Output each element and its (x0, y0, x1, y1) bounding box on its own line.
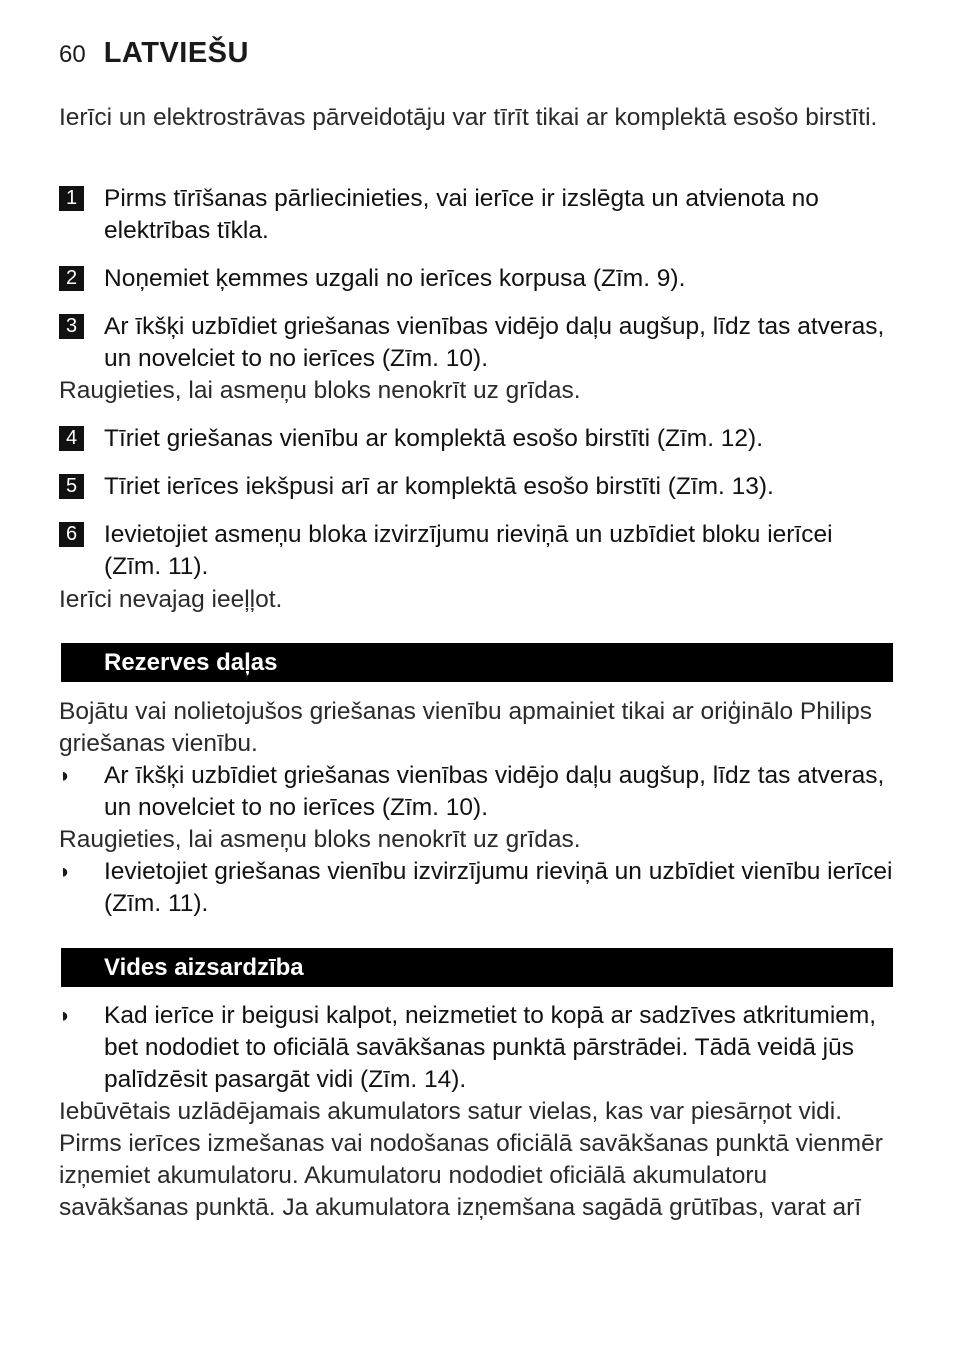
bullet-icon: ◗ (59, 861, 72, 883)
step-number: 4 (59, 426, 84, 451)
bullet-icon: ◗ (59, 1005, 72, 1027)
step-number: 3 (59, 314, 84, 339)
note-step3: Raugieties, lai asmeņu bloks nenokrīt uz grīdas. (59, 377, 581, 404)
section-heading-spare-parts (61, 643, 893, 682)
env-paragraph: Iebūvētais uzlādējamais akumulators satur vielas, kas var piesārņot vidi. Pirms ierīces izmešanas vai nodošanas oficiālā savākšanas punktā vienmēr izņemiet akumulatoru. Akumulatoru nododiet oficiālā akumulatoru savākšanas punktā. Ja akumulatora izņemšana sagādā grūtības, varat arī (59, 1098, 883, 1221)
step-number: 2 (59, 266, 84, 291)
page-number: 60 (59, 41, 86, 68)
spare-note: Raugieties, lai asmeņu bloks nenokrīt uz grīdas. (59, 826, 581, 853)
note-step6: Ierīci nevajag ieeļļot. (59, 586, 283, 613)
spare-bullet-2 (59, 856, 894, 920)
step-text: Ar īkšķi uzbīdiet griešanas vienības vidējo daļu augšup, līdz tas atveras, un novelciet to no ierīces (Zīm. 10). (104, 313, 885, 372)
bullet-text: Ar īkšķi uzbīdiet griešanas vienības vidējo daļu augšup, līdz tas atveras, un novelciet to no ierīces (Zīm. 10). (104, 762, 885, 821)
bullet-text: Ievietojiet griešanas vienību izvirzījumu rieviņā un uzbīdiet vienību ierīcei (Zīm. 11). (104, 858, 893, 917)
bullet-text: Kad ierīce ir beigusi kalpot, neizmetiet to kopā ar sadzīves atkritumiem, bet nododiet to oficiālā savākšanas punktā pārstrādei. Tādā veidā jūs palīdzēsit pasargāt vidi (Zīm. 14). (104, 1002, 877, 1093)
bullet-icon: ◗ (59, 765, 72, 787)
spare-bullet-1 (59, 760, 894, 824)
step-number: 5 (59, 474, 84, 499)
step-3 (59, 311, 894, 375)
step-text: Pirms tīrīšanas pārliecinieties, vai ierīce ir izslēgta un atvienota no elektrības tīkla. (104, 185, 819, 244)
step-text: Ievietojiet asmeņu bloka izvirzījumu rieviņā un uzbīdiet bloku ierīcei (Zīm. 11). (104, 521, 833, 580)
step-text: Tīriet ierīces iekšpusi arī ar komplektā esošo birstīti (Zīm. 13). (104, 473, 774, 500)
intro-paragraph: Ierīci un elektrostrāvas pārveidotāju var tīrīt tikai ar komplektā esošo birstīti. (59, 104, 878, 131)
language-heading: LATVIEŠU (103, 37, 249, 69)
spare-parts-intro: Bojātu vai nolietojušos griešanas vienību apmainiet tikai ar oriģinālo Philips griešanas vienību. (59, 698, 873, 757)
section-title: Rezerves daļas (104, 649, 278, 676)
step-text: Tīriet griešanas vienību ar komplektā esošo birstīti (Zīm. 12). (104, 425, 764, 452)
step-text: Noņemiet ķemmes uzgali no ierīces korpusa (Zīm. 9). (104, 265, 686, 292)
step-6 (59, 519, 894, 583)
section-title: Vides aizsardzība (104, 954, 304, 981)
section-heading-environment (61, 948, 893, 987)
step-4 (59, 423, 894, 455)
env-bullet-1 (59, 1000, 894, 1096)
step-2 (59, 263, 894, 295)
step-1 (59, 183, 894, 247)
step-5 (59, 471, 894, 503)
step-number: 6 (59, 522, 84, 547)
step-number: 1 (59, 186, 84, 211)
page-header (59, 37, 249, 70)
